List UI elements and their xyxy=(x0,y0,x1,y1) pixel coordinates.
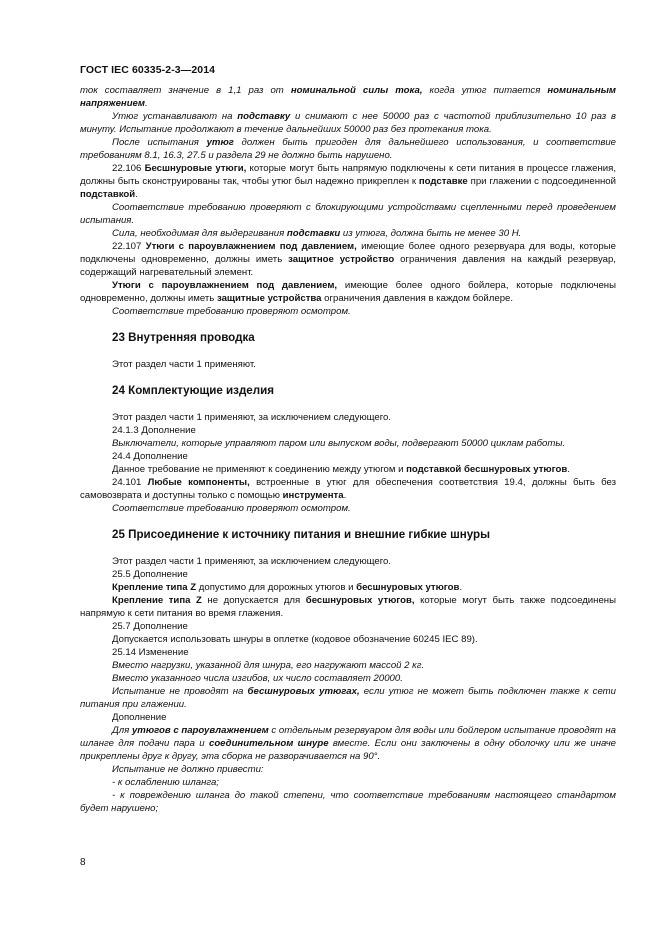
text-run: при глажении с подсоединенной xyxy=(467,176,616,187)
section-heading: 23 Внутренняя проводка xyxy=(112,331,255,344)
paragraph xyxy=(80,685,616,711)
italic-text xyxy=(112,777,219,788)
paragraph xyxy=(80,646,616,659)
text-run: которые могут быть напрямую подключены к сети питания в процессе глажения, должны быть сконструированы так, чтобы утюг был надежно прикреплен к xyxy=(80,163,616,187)
term-bold: Крепление типа Z xyxy=(112,595,202,606)
text-run: когда утюг питается xyxy=(422,85,548,96)
spacer xyxy=(80,318,616,331)
text-run: Допускается использовать шнуры в оплетке (кодовое обозначение 60245 IEC 89). xyxy=(112,634,478,645)
italic-text xyxy=(112,503,351,514)
term-bold: подставку xyxy=(237,111,291,122)
spacer xyxy=(80,398,616,411)
paragraph xyxy=(80,136,616,162)
term-bold: Любые компоненты, xyxy=(147,477,250,488)
paragraph xyxy=(80,84,616,110)
text-run: Испытание не проводят на xyxy=(112,686,248,697)
text-run: Этот раздел части 1 применяют. xyxy=(112,359,256,370)
paragraph xyxy=(80,502,616,515)
paragraph xyxy=(80,110,616,136)
term-bold: утюг xyxy=(206,137,234,148)
paragraph xyxy=(80,581,616,594)
text-run: Соответствие требованию проверяют с блокирующими устройствами сцепленными перед проведением испытания. xyxy=(80,202,616,226)
text-run: 25.5 Дополнение xyxy=(112,569,188,580)
text-run: имеющие более одного резервуара для воды, которые подключены одновременно, должны иметь xyxy=(80,241,616,265)
paragraph xyxy=(80,450,616,463)
italic-text xyxy=(80,725,616,762)
term-bold: номинальной силы тока, xyxy=(290,85,423,96)
term-bold: бесшнуровых утюгах, xyxy=(247,686,360,697)
spacer xyxy=(80,542,616,555)
text-run: с отдельным резервуаром для воды или бойлером испытание проводят на шланге для подачи пара и xyxy=(80,725,616,749)
paragraph xyxy=(80,358,616,371)
text-run: 22.106 xyxy=(112,163,145,174)
text-run: Выключатели, которые управляют паром или выпуском воды, подвергают 50000 циклам работы. xyxy=(112,438,566,449)
term-bold: подставкой xyxy=(80,189,136,200)
text-run: После испытания xyxy=(112,137,207,148)
text-run: 24.1.3 Дополнение xyxy=(112,425,196,436)
italic-text xyxy=(80,686,616,710)
paragraph xyxy=(80,279,616,305)
paragraph xyxy=(80,463,616,476)
text-run: Вместо указанного числа изгибов, их число составляет 20000. xyxy=(112,673,403,684)
text-run: должен быть пригоден для дальнейшего использования, и соответствие требованиям 8.1, 16.3, 27.5 и раздела 29 не должно быть нарушено. xyxy=(80,137,616,161)
paragraph xyxy=(80,763,616,776)
text-run: . xyxy=(567,464,570,475)
paragraph xyxy=(80,424,616,437)
term-bold: подставкой бесшнуровых утюгов xyxy=(406,464,568,475)
document-header: ГОСТ IEC 60335-2-3—2014 xyxy=(80,64,216,76)
term-bold: инструмента xyxy=(282,490,344,501)
text-run: из утюга, должна быть не менее 30 Н. xyxy=(340,228,522,239)
paragraph xyxy=(80,594,616,620)
text-run: Для xyxy=(112,725,132,736)
paragraph xyxy=(80,411,616,424)
paragraph xyxy=(80,476,616,502)
italic-text xyxy=(112,660,424,671)
text-run: Утюг устанавливают на xyxy=(112,111,238,122)
text-run: . xyxy=(135,189,138,200)
italic-text xyxy=(80,790,616,814)
text-run: и снимают с нее 50000 раз с частотой приблизительно 10 раз в минуту. Испытание продолжают в течение дальнейших 50000 раз без протекания тока. xyxy=(80,111,616,135)
text-run: Этот раздел части 1 применяют, за исключением следующего. xyxy=(112,412,392,423)
term-bold: защитные устройства xyxy=(216,293,322,304)
paragraph xyxy=(80,672,616,685)
paragraph xyxy=(80,633,616,646)
text-run: допустимо для дорожных утюгов и xyxy=(196,582,357,593)
paragraph xyxy=(80,162,616,201)
text-run: вместе. Если они заключены в одну оболочку или же иначе прикреплены друг к другу, эта сборка не разворачивается на 90°. xyxy=(80,738,616,762)
paragraph xyxy=(80,776,616,789)
term-bold: бесшнуровых утюгов, xyxy=(305,595,415,606)
text-run: 24.101 xyxy=(112,477,148,488)
text-run: . xyxy=(459,582,463,593)
text-run: 25.7 Дополнение xyxy=(112,621,188,632)
term-bold: защитное устройство xyxy=(288,254,395,265)
text-run: . xyxy=(343,490,347,501)
italic-text xyxy=(80,137,616,161)
term-bold: Бесшнуровые утюги, xyxy=(144,163,247,174)
term-bold: Утюги с пароувлажнением под давлением, xyxy=(145,241,357,252)
text-run: Испытание не должно привести: xyxy=(112,764,264,775)
text-run: 25.14 Изменение xyxy=(112,647,189,658)
text-run: встроенные в утюг для обеспечения соответствия 19.4, должны быть без самовозврата и доступны только с помощью xyxy=(80,477,617,501)
spacer xyxy=(80,515,616,528)
spacer xyxy=(80,345,616,358)
term-bold: Утюги с пароувлажнением под давлением, xyxy=(112,280,338,291)
term-bold: номинальным напряжением xyxy=(80,85,616,109)
paragraph xyxy=(80,227,616,240)
italic-text xyxy=(80,202,616,226)
text-run: . xyxy=(145,98,148,109)
paragraph xyxy=(80,620,616,633)
term-bold: утюгов с пароувлажнением xyxy=(131,725,269,736)
text-run: - к повреждению шланга до такой степени, что соответствие требованиям настоящего стандартом будет нарушено; xyxy=(80,790,616,814)
text-run: Дополнение xyxy=(112,712,167,723)
text-run: ограничения давления на каждый резервуар, содержащий нагревательный элемент. xyxy=(80,254,616,278)
paragraph xyxy=(80,305,616,318)
term-bold: подставки xyxy=(286,228,341,239)
text-run: если утюг не может быть подключен также к сети питания при глажении. xyxy=(80,686,617,710)
text-run: не допускается для xyxy=(201,595,306,606)
page-number: 8 xyxy=(80,857,86,868)
paragraph xyxy=(80,789,616,815)
text-run: Этот раздел части 1 применяют, за исключением следующего. xyxy=(112,556,392,567)
paragraph xyxy=(80,711,616,724)
paragraph xyxy=(80,201,616,227)
text-run: 22.107 xyxy=(112,241,146,252)
text-run: 24.4 Дополнение xyxy=(112,451,188,462)
paragraph xyxy=(80,568,616,581)
text-run: ток составляет значение в 1,1 раз от xyxy=(80,85,291,96)
italic-text xyxy=(112,438,565,449)
text-run: Соответствие требованию проверяют осмотром. xyxy=(112,503,351,514)
italic-text xyxy=(112,228,521,239)
spacer xyxy=(80,371,616,384)
italic-text xyxy=(80,85,616,109)
text-run: Вместо нагрузки, указанной для шнура, его нагружают массой 2 кг. xyxy=(112,660,425,671)
italic-text xyxy=(112,673,403,684)
italic-text xyxy=(112,764,264,775)
page-content xyxy=(80,84,616,815)
paragraph xyxy=(80,240,616,279)
text-run: Сила, необходимая для выдергивания xyxy=(112,228,287,239)
paragraph xyxy=(80,555,616,568)
paragraph xyxy=(80,659,616,672)
paragraph xyxy=(80,437,616,450)
term-bold: соединительном шнуре xyxy=(208,738,329,749)
text-run: Данное требование не применяют к соединению между утюгом и xyxy=(112,464,407,475)
term-bold: бесшнуровых утюгов xyxy=(356,582,460,593)
text-run: - к ослаблению шланга; xyxy=(112,777,219,788)
term-bold: подставке xyxy=(418,176,468,187)
italic-text xyxy=(80,111,616,135)
section-heading: 25 Присоединение к источнику питания и внешние гибкие шнуры xyxy=(112,528,491,541)
text-run: имеющие более одного бойлера, которые подключены одновременно, должны иметь xyxy=(80,280,616,304)
text-run: ограничения давления в каждом бойлере. xyxy=(321,293,514,304)
text-run: которые могут быть также подсоединены напрямую к сети питания во время глажения. xyxy=(80,595,616,619)
paragraph xyxy=(80,724,616,763)
term-bold: Крепление типа Z xyxy=(112,582,197,593)
italic-text xyxy=(112,306,351,317)
text-run: Соответствие требованию проверяют осмотром. xyxy=(112,306,351,317)
section-heading: 24 Комплектующие изделия xyxy=(112,384,275,397)
